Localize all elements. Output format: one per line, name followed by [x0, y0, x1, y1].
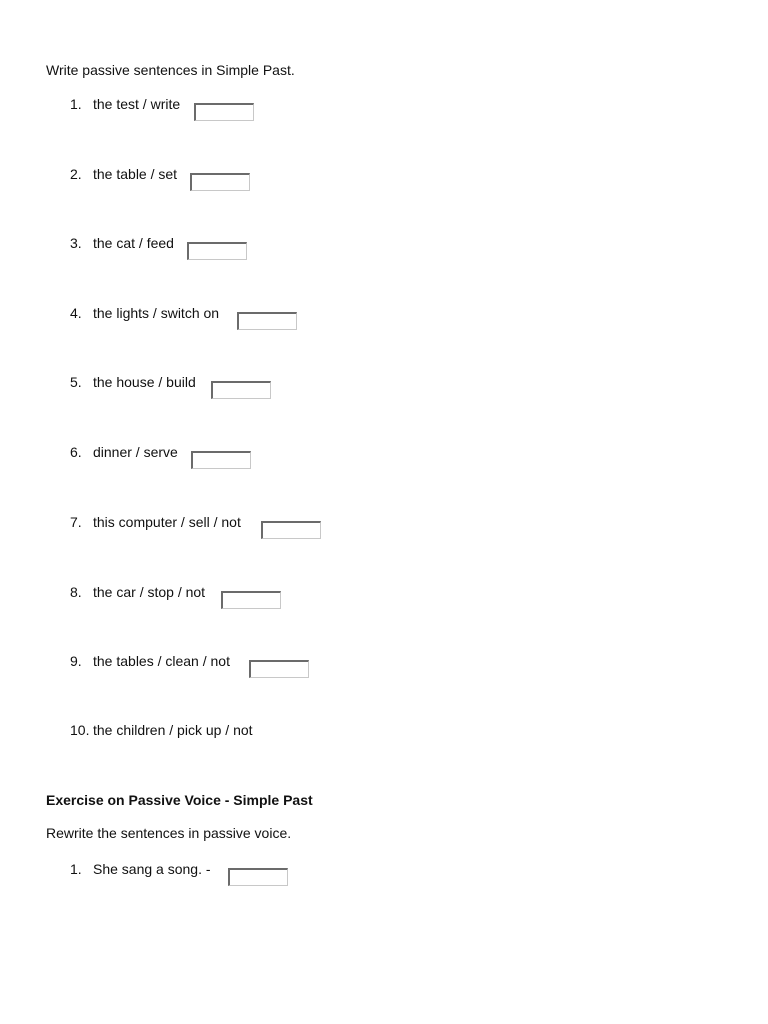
item-prompt: the tables / clean / not: [93, 653, 230, 669]
item-number: 4.: [70, 305, 82, 321]
list-item: [0, 165, 768, 205]
list-item: [0, 373, 768, 413]
list-item: [0, 583, 768, 623]
item-number: 6.: [70, 444, 82, 460]
answer-input[interactable]: [191, 451, 251, 469]
item-prompt: the cat / feed: [93, 235, 174, 251]
list-item: [0, 721, 768, 761]
item-prompt: the lights / switch on: [93, 305, 220, 321]
item-number: 7.: [70, 514, 82, 530]
list-item: [0, 860, 768, 900]
item-number: 3.: [70, 235, 82, 251]
item-prompt: dinner / serve: [93, 444, 178, 460]
item-number: 2.: [70, 166, 82, 182]
item-prompt: She sang a song. -: [93, 861, 211, 877]
list-item: [0, 513, 768, 553]
item-prompt: the table / set: [93, 166, 178, 182]
item-prompt: the house / build: [93, 374, 196, 390]
item-number: 10.: [70, 722, 90, 738]
exercise2-instruction: Rewrite the sentences in passive voice.: [46, 825, 292, 841]
item-number: 1.: [70, 96, 82, 112]
item-number: 1.: [70, 861, 82, 877]
answer-input[interactable]: [211, 381, 271, 399]
answer-input[interactable]: [228, 868, 288, 886]
item-prompt: the car / stop / not: [93, 584, 206, 600]
item-prompt: the children / pick up / not: [93, 722, 253, 738]
exercise1-instruction: Write passive sentences in Simple Past.: [46, 62, 295, 78]
list-item: [0, 95, 768, 135]
answer-input[interactable]: [261, 521, 321, 539]
item-prompt: this computer / sell / not: [93, 514, 241, 530]
answer-input[interactable]: [187, 242, 247, 260]
item-number: 5.: [70, 374, 82, 390]
item-prompt: the test / write: [93, 96, 181, 112]
list-item: [0, 652, 768, 692]
section-title: Exercise on Passive Voice - Simple Past: [46, 792, 313, 808]
item-number: 9.: [70, 653, 82, 669]
list-item: [0, 234, 768, 274]
answer-input[interactable]: [221, 591, 281, 609]
answer-input[interactable]: [190, 173, 250, 191]
list-item: [0, 304, 768, 344]
answer-input[interactable]: [237, 312, 297, 330]
list-item: [0, 443, 768, 483]
answer-input[interactable]: [249, 660, 309, 678]
answer-input[interactable]: [194, 103, 254, 121]
item-number: 8.: [70, 584, 82, 600]
